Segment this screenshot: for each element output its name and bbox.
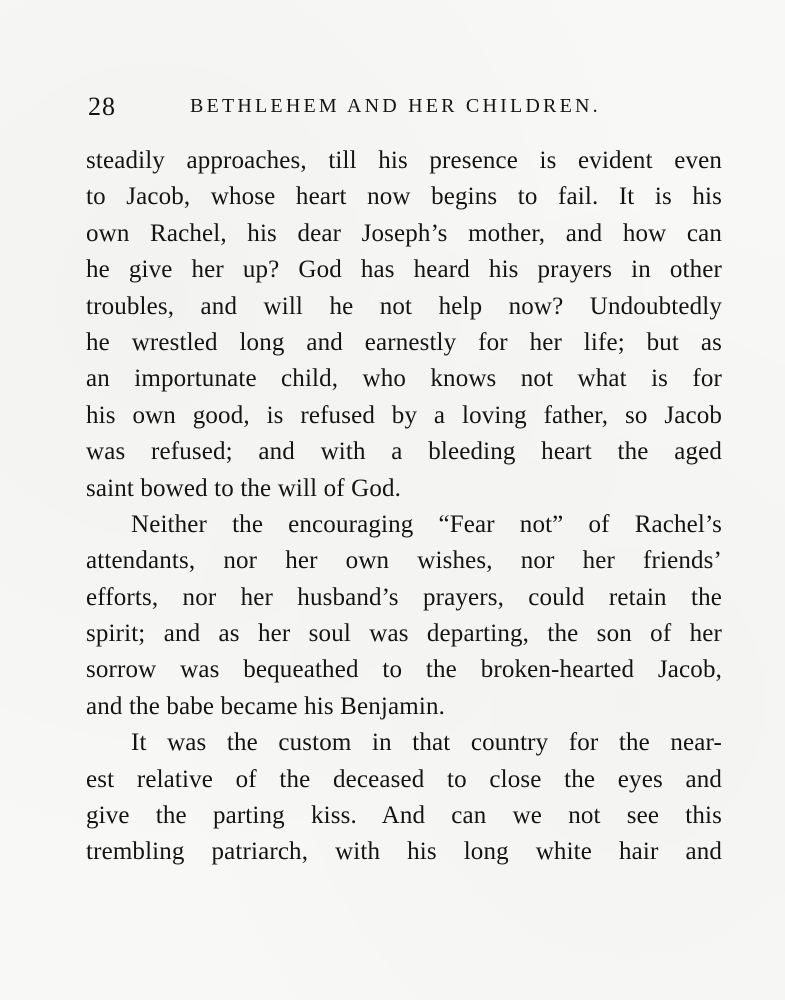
text-line: he wrestled long and earnestly for her life; but as: [86, 328, 722, 356]
text-line: est relative of the deceased to close the eyes and: [86, 765, 722, 793]
text-line: spirit; and as her soul was departing, the son of her: [86, 620, 722, 648]
page-header: [88, 92, 720, 126]
text-line: and the babe became his Benjamin.: [86, 692, 445, 720]
text-line: an importunate child, who knows not what is for: [86, 365, 722, 393]
body-text: [86, 143, 722, 871]
text-line: give the parting kiss. And can we not see this: [86, 802, 722, 830]
text-line: was refused; and with a bleeding heart the aged: [86, 438, 722, 466]
text-line: steadily approaches, till his presence is evident even: [86, 147, 722, 174]
text-line: troubles, and will he not help now? Undoubtedly: [86, 292, 722, 320]
text-line: sorrow was bequeathed to the broken-hearted Jacob,: [86, 656, 722, 684]
running-head: BETHLEHEM AND HER CHILDREN.: [190, 95, 601, 117]
text-line: trembling patriarch, with his long white hair and: [86, 838, 722, 866]
text-line: It was the custom in that country for the near-: [131, 729, 722, 757]
text-line: efforts, nor her husband’s prayers, could retain the: [86, 583, 722, 611]
text-line: his own good, is refused by a loving father, so Jacob: [86, 401, 722, 429]
text-line: he give her up? God has heard his prayers in other: [86, 256, 722, 284]
text-line: own Rachel, his dear Joseph’s mother, and how can: [86, 219, 722, 247]
text-line: to Jacob, whose heart now begins to fail. It is his: [86, 183, 722, 211]
page-number: 28: [88, 92, 116, 121]
text-line: attendants, nor her own wishes, nor her friends’: [86, 547, 722, 575]
text-line: Neither the encouraging “Fear not” of Rachel’s: [131, 510, 722, 538]
text-line: saint bowed to the will of God.: [86, 474, 402, 502]
